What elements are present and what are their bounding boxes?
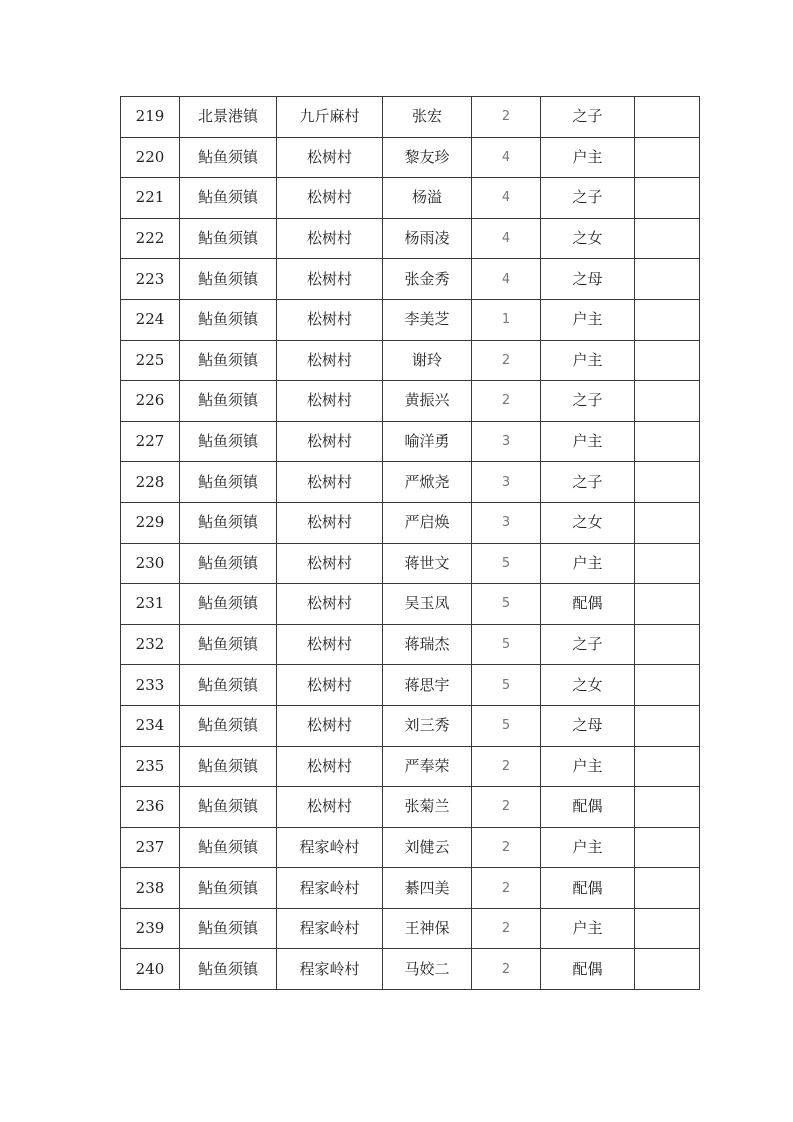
name-cell: 黄振兴	[383, 381, 472, 422]
household-count-cell: 4	[472, 178, 541, 219]
relation-cell: 户主	[541, 421, 635, 462]
note-cell	[635, 462, 700, 503]
note-cell	[635, 299, 700, 340]
town-cell: 鲇鱼须镇	[180, 705, 277, 746]
row-number-cell: 235	[121, 746, 180, 787]
row-number-cell: 238	[121, 868, 180, 909]
row-number-cell: 225	[121, 340, 180, 381]
name-cell: 张宏	[383, 97, 472, 138]
name-cell: 张金秀	[383, 259, 472, 300]
note-cell	[635, 705, 700, 746]
table-row	[121, 462, 700, 503]
household-count-cell: 5	[472, 705, 541, 746]
note-cell	[635, 502, 700, 543]
name-cell: 吴玉凤	[383, 584, 472, 625]
town-cell: 鲇鱼须镇	[180, 624, 277, 665]
town-cell: 鲇鱼须镇	[180, 381, 277, 422]
table-row	[121, 949, 700, 990]
village-cell: 松树村	[277, 218, 383, 259]
village-cell: 松树村	[277, 665, 383, 706]
town-cell: 鲇鱼须镇	[180, 137, 277, 178]
relation-cell: 配偶	[541, 787, 635, 828]
village-cell: 松树村	[277, 299, 383, 340]
village-cell: 松树村	[277, 705, 383, 746]
name-cell: 蒋思宇	[383, 665, 472, 706]
row-number-cell: 228	[121, 462, 180, 503]
relation-cell: 之子	[541, 97, 635, 138]
household-count-cell: 2	[472, 868, 541, 909]
relation-cell: 户主	[541, 827, 635, 868]
note-cell	[635, 584, 700, 625]
household-count-cell: 4	[472, 137, 541, 178]
note-cell	[635, 137, 700, 178]
table-row	[121, 624, 700, 665]
village-cell: 松树村	[277, 178, 383, 219]
village-cell: 松树村	[277, 624, 383, 665]
village-cell: 程家岭村	[277, 868, 383, 909]
household-count-cell: 3	[472, 502, 541, 543]
name-cell: 严启焕	[383, 502, 472, 543]
name-cell: 严奉荣	[383, 746, 472, 787]
relation-cell: 户主	[541, 340, 635, 381]
name-cell: 谢玲	[383, 340, 472, 381]
table-row	[121, 97, 700, 138]
village-cell: 松树村	[277, 259, 383, 300]
town-cell: 鲇鱼须镇	[180, 421, 277, 462]
table-row	[121, 381, 700, 422]
relation-cell: 配偶	[541, 584, 635, 625]
name-cell: 喻洋勇	[383, 421, 472, 462]
village-cell: 九斤麻村	[277, 97, 383, 138]
household-count-cell: 5	[472, 584, 541, 625]
town-cell: 北景港镇	[180, 97, 277, 138]
table-row	[121, 502, 700, 543]
household-count-cell: 5	[472, 665, 541, 706]
village-cell: 松树村	[277, 462, 383, 503]
village-cell: 松树村	[277, 543, 383, 584]
relation-cell: 之女	[541, 665, 635, 706]
village-cell: 松树村	[277, 381, 383, 422]
household-count-cell: 2	[472, 949, 541, 990]
village-cell: 松树村	[277, 787, 383, 828]
relation-cell: 户主	[541, 908, 635, 949]
row-number-cell: 227	[121, 421, 180, 462]
name-cell: 李美芝	[383, 299, 472, 340]
relation-cell: 户主	[541, 543, 635, 584]
note-cell	[635, 908, 700, 949]
row-number-cell: 230	[121, 543, 180, 584]
household-count-cell: 2	[472, 746, 541, 787]
town-cell: 鲇鱼须镇	[180, 299, 277, 340]
town-cell: 鲇鱼须镇	[180, 178, 277, 219]
relation-cell: 配偶	[541, 868, 635, 909]
name-cell: 严焮尧	[383, 462, 472, 503]
row-number-cell: 222	[121, 218, 180, 259]
village-cell: 松树村	[277, 746, 383, 787]
name-cell: 王神保	[383, 908, 472, 949]
table-row	[121, 827, 700, 868]
village-cell: 程家岭村	[277, 827, 383, 868]
name-cell: 杨溢	[383, 178, 472, 219]
relation-cell: 之子	[541, 462, 635, 503]
name-cell: 马姣二	[383, 949, 472, 990]
household-count-cell: 2	[472, 381, 541, 422]
town-cell: 鲇鱼须镇	[180, 908, 277, 949]
table-row	[121, 746, 700, 787]
table-row	[121, 299, 700, 340]
name-cell: 刘三秀	[383, 705, 472, 746]
row-number-cell: 231	[121, 584, 180, 625]
household-count-cell: 4	[472, 218, 541, 259]
name-cell: 刘健云	[383, 827, 472, 868]
relation-cell: 之母	[541, 705, 635, 746]
table-row	[121, 665, 700, 706]
note-cell	[635, 543, 700, 584]
table-row	[121, 543, 700, 584]
relation-cell: 户主	[541, 137, 635, 178]
row-number-cell: 224	[121, 299, 180, 340]
town-cell: 鲇鱼须镇	[180, 949, 277, 990]
household-count-cell: 2	[472, 340, 541, 381]
note-cell	[635, 787, 700, 828]
village-cell: 松树村	[277, 137, 383, 178]
row-number-cell: 221	[121, 178, 180, 219]
relation-cell: 配偶	[541, 949, 635, 990]
household-count-cell: 5	[472, 543, 541, 584]
name-cell: 蒋世文	[383, 543, 472, 584]
row-number-cell: 236	[121, 787, 180, 828]
household-count-cell: 3	[472, 462, 541, 503]
household-count-cell: 2	[472, 908, 541, 949]
village-cell: 松树村	[277, 340, 383, 381]
town-cell: 鲇鱼须镇	[180, 340, 277, 381]
town-cell: 鲇鱼须镇	[180, 746, 277, 787]
town-cell: 鲇鱼须镇	[180, 259, 277, 300]
household-count-cell: 2	[472, 97, 541, 138]
table-row	[121, 868, 700, 909]
relation-cell: 户主	[541, 299, 635, 340]
relation-cell: 之女	[541, 218, 635, 259]
row-number-cell: 219	[121, 97, 180, 138]
note-cell	[635, 665, 700, 706]
row-number-cell: 234	[121, 705, 180, 746]
household-count-cell: 3	[472, 421, 541, 462]
roster-body	[121, 97, 700, 990]
row-number-cell: 220	[121, 137, 180, 178]
note-cell	[635, 949, 700, 990]
village-cell: 松树村	[277, 584, 383, 625]
table-row	[121, 421, 700, 462]
name-cell: 黎友珍	[383, 137, 472, 178]
town-cell: 鲇鱼须镇	[180, 827, 277, 868]
town-cell: 鲇鱼须镇	[180, 584, 277, 625]
row-number-cell: 240	[121, 949, 180, 990]
village-cell: 松树村	[277, 421, 383, 462]
name-cell: 綦四美	[383, 868, 472, 909]
row-number-cell: 223	[121, 259, 180, 300]
town-cell: 鲇鱼须镇	[180, 543, 277, 584]
relation-cell: 户主	[541, 746, 635, 787]
table-row	[121, 137, 700, 178]
note-cell	[635, 259, 700, 300]
village-cell: 程家岭村	[277, 949, 383, 990]
household-roster-table	[120, 96, 700, 990]
table-row	[121, 340, 700, 381]
note-cell	[635, 827, 700, 868]
name-cell: 蒋瑞杰	[383, 624, 472, 665]
name-cell: 杨雨凌	[383, 218, 472, 259]
relation-cell: 之子	[541, 381, 635, 422]
village-cell: 松树村	[277, 502, 383, 543]
town-cell: 鲇鱼须镇	[180, 218, 277, 259]
household-count-cell: 2	[472, 827, 541, 868]
table-row	[121, 584, 700, 625]
row-number-cell: 226	[121, 381, 180, 422]
table-row	[121, 705, 700, 746]
relation-cell: 之母	[541, 259, 635, 300]
note-cell	[635, 624, 700, 665]
town-cell: 鲇鱼须镇	[180, 665, 277, 706]
relation-cell: 之子	[541, 624, 635, 665]
town-cell: 鲇鱼须镇	[180, 462, 277, 503]
relation-cell: 之子	[541, 178, 635, 219]
household-count-cell: 2	[472, 787, 541, 828]
row-number-cell: 232	[121, 624, 180, 665]
row-number-cell: 233	[121, 665, 180, 706]
table-row	[121, 218, 700, 259]
row-number-cell: 229	[121, 502, 180, 543]
table-row	[121, 178, 700, 219]
household-count-cell: 1	[472, 299, 541, 340]
note-cell	[635, 421, 700, 462]
note-cell	[635, 746, 700, 787]
town-cell: 鲇鱼须镇	[180, 502, 277, 543]
row-number-cell: 239	[121, 908, 180, 949]
table-row	[121, 787, 700, 828]
town-cell: 鲇鱼须镇	[180, 787, 277, 828]
note-cell	[635, 340, 700, 381]
note-cell	[635, 178, 700, 219]
note-cell	[635, 868, 700, 909]
note-cell	[635, 218, 700, 259]
village-cell: 程家岭村	[277, 908, 383, 949]
note-cell	[635, 97, 700, 138]
row-number-cell: 237	[121, 827, 180, 868]
household-count-cell: 4	[472, 259, 541, 300]
name-cell: 张菊兰	[383, 787, 472, 828]
household-count-cell: 5	[472, 624, 541, 665]
table-row	[121, 259, 700, 300]
town-cell: 鲇鱼须镇	[180, 868, 277, 909]
relation-cell: 之女	[541, 502, 635, 543]
table-row	[121, 908, 700, 949]
note-cell	[635, 381, 700, 422]
